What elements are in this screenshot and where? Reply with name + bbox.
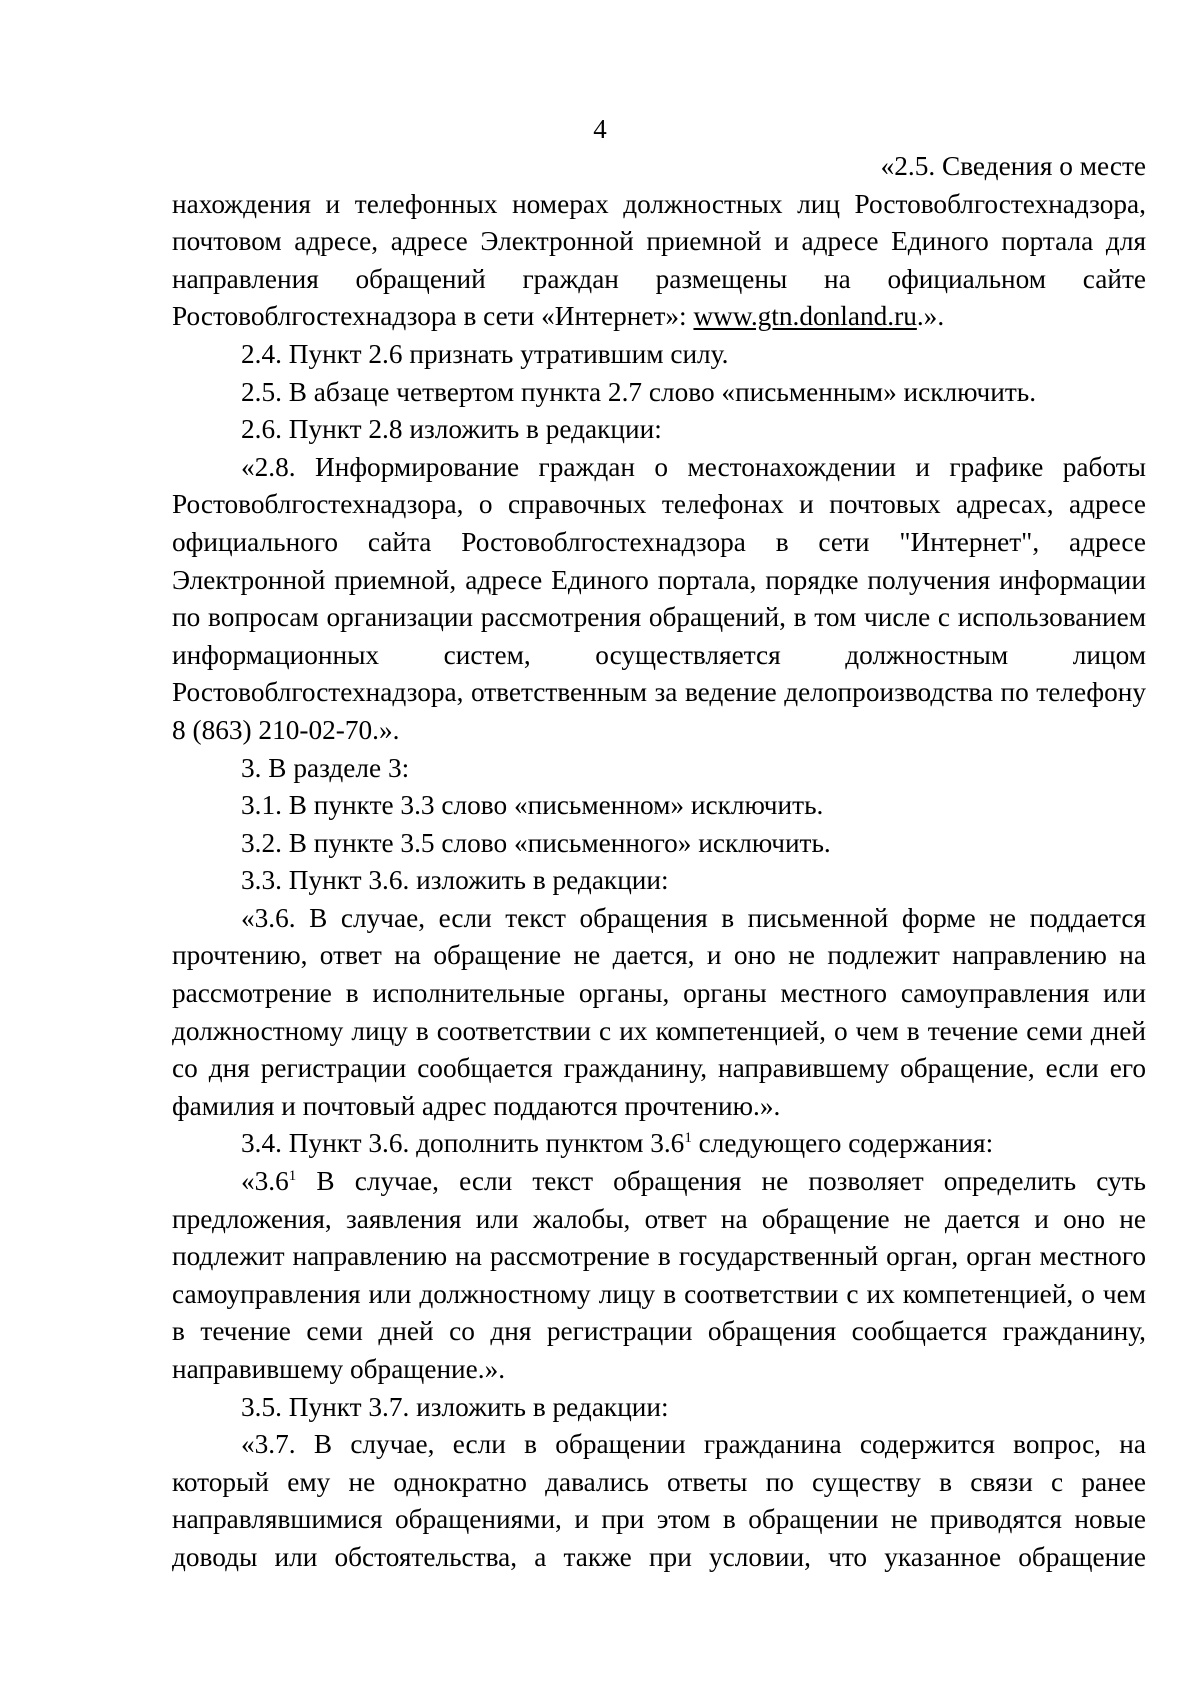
paragraph-3-6-quote: «3.6. В случае, если текст обращения в письменной форме не поддается прочтению, ответ на обращение не дается, и оно не подлежит направлению на рассмотрение в исполнительные органы, органы местного самоуправления или должностному лицу в соответствии с их компетенцией, о чем в течение семи дней со дня регистрации сообщается гражданину, направившему обращение, если его фамилия и почтовый адрес поддаются прочтению.».: [172, 902, 1146, 1121]
superscript: 1: [288, 1168, 297, 1185]
paragraph-3-7-quote: «3.7. В случае, если в обращении гражданина содержится вопрос, на который ему не однократно давались ответы по существу в связи с ранее направлявшимися обращениями, и при этом в обращении не приводятся новые доводы или обстоятельства, а также при условии, что указанное обращение: [172, 1429, 1146, 1572]
paragraph-2-5: 2.5. В абзаце четвертом пункта 2.7 слово «письменным» исключить.: [241, 376, 1037, 407]
paragraph-2-8-quote: «2.8. Информирование граждан о местонахождении и графике работы Ростовоблгостехнадзора, о справочных телефонах и почтовых адресах, адресе официального сайта Ростовоблгостехнадзора в сети "Интернет", адресе Электронной приемной, адресе Единого портала, порядке получения информации по вопросам организации рассмотрения обращений, в том числе с использованием информационных систем, осуществляется должностным лицом Ростовоблгостехнадзора, ответственным за ведение делопроизводства по телефону 8 (863) 210-02-70.».: [172, 451, 1146, 745]
page-number: 4: [593, 114, 607, 144]
paragraph-3-2: 3.2. В пункте 3.5 слово «письменного» исключить.: [241, 827, 831, 858]
paragraph-3-6-1-number: «3.6: [241, 1166, 289, 1197]
section-3-heading: 3. В разделе 3:: [241, 752, 410, 783]
paragraph-3-5: 3.5. Пункт 3.7. изложить в редакции:: [241, 1391, 669, 1422]
paragraph-2-5-body: [172, 186, 1146, 336]
paragraph-2-5-ending: .».: [916, 301, 945, 332]
paragraph-3-6-1-text: В случае, если текст обращения не позволяет определить суть предложения, заявления или жалобы, ответ на обращение не дается и оно не подлежит направлению на рассмотрение в государственный орган, орган местного самоуправления или должностному лицу в соответствии с их компетенцией, о чем в течение семи дней со дня регистрации обращения сообщается гражданину, направившему обращение.».: [172, 1166, 1146, 1384]
paragraph-2-5-text: нахождения и телефонных номерах должностных лиц Ростовоблгостехнадзора, почтовом адресе, адресе Электронной приемной и адресе Единого портала для направления обращений граждан размещены на официальном сайте Ростовоблгостехнадзора в сети «Интернет»:: [172, 188, 1146, 332]
paragraph-3-4: [172, 1125, 1146, 1163]
paragraph-3-4-text: 3.4. Пункт 3.6. дополнить пунктом 3.6: [241, 1128, 685, 1159]
document-body: [172, 148, 1146, 1577]
paragraph-3-3: 3.3. Пункт 3.6. изложить в редакции:: [241, 865, 669, 896]
superscript: 1: [684, 1130, 692, 1147]
paragraph-3-4-ending: следующего содержания:: [691, 1128, 994, 1159]
paragraph-2-4: 2.4. Пункт 2.6 признать утратившим силу.: [241, 338, 729, 369]
paragraph-3-6-1-quote: [172, 1163, 1146, 1389]
website-link[interactable]: www.gtn.donland.ru: [693, 301, 917, 332]
paragraph-2-6: 2.6. Пункт 2.8 изложить в редакции:: [241, 414, 662, 445]
paragraph-3-1: 3.1. В пункте 3.3 слово «письменном» исключить.: [241, 790, 824, 821]
paragraph-2-5-heading: «2.5. Сведения о месте: [880, 151, 1146, 181]
